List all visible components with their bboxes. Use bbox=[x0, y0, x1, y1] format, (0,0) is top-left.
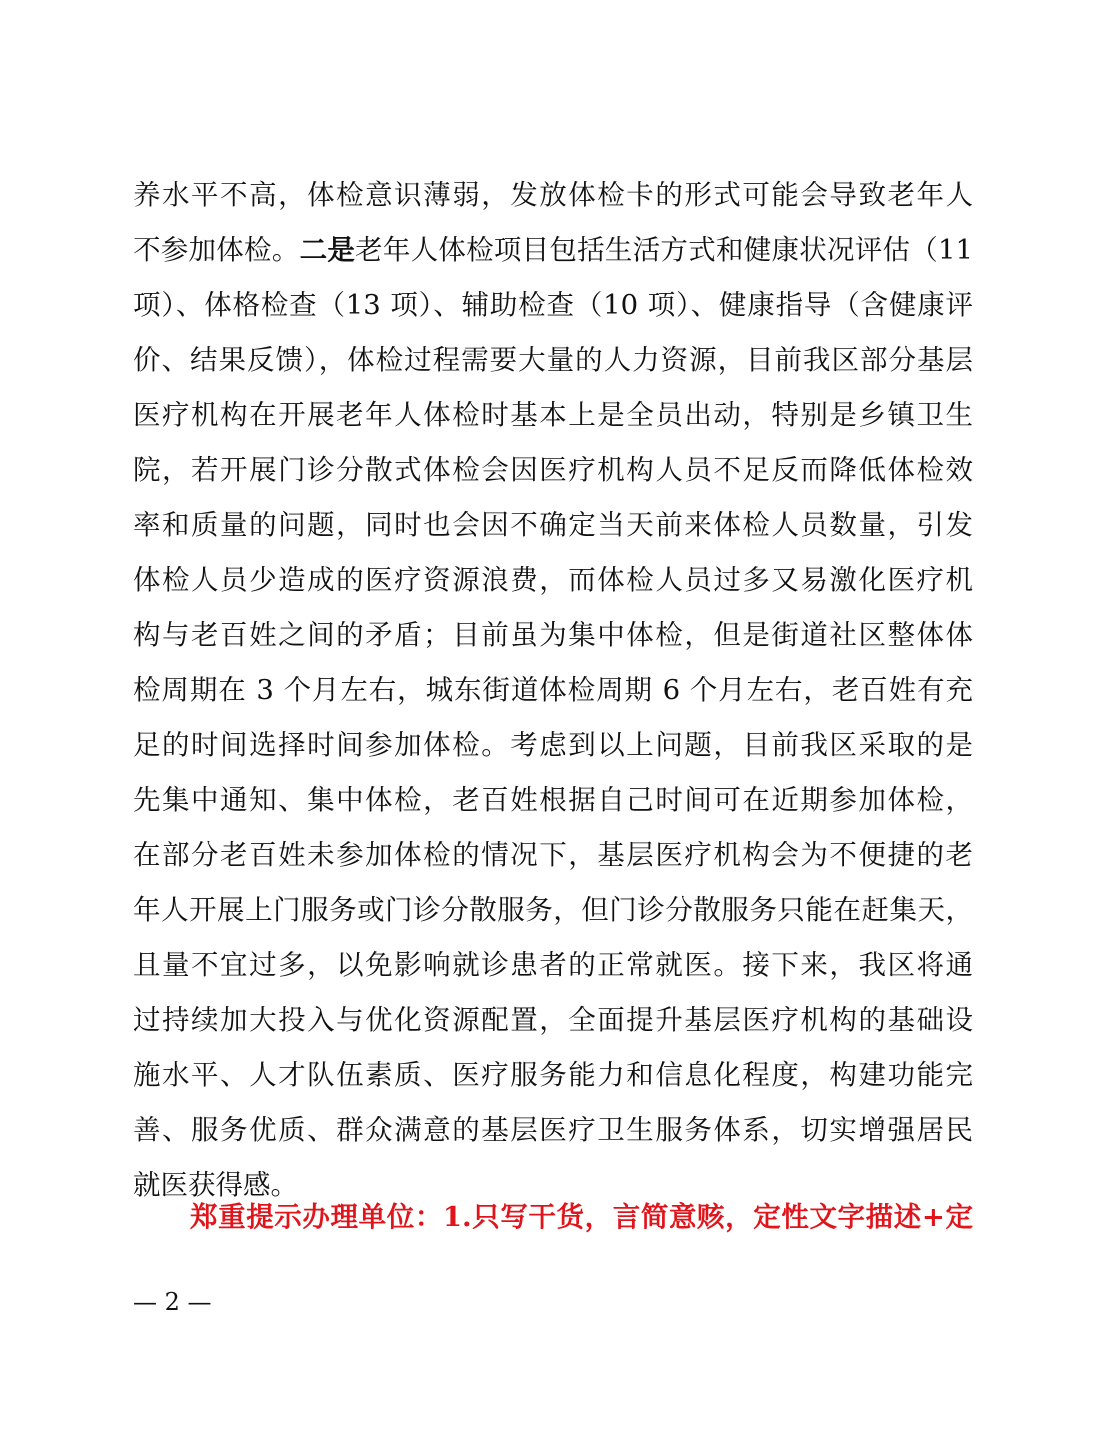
paragraph-line: 构与老百姓之间的矛盾；目前虽为集中体检，但是街道社区整体体 bbox=[133, 619, 973, 651]
paragraph-line: 足的时间选择时间参加体检。考虑到以上问题，目前我区采取的是 bbox=[133, 729, 973, 761]
emphasis-label: 二是 bbox=[299, 234, 356, 266]
paragraph-line: 且量不宜过多，以免影响就诊患者的正常就医。接下来，我区将通 bbox=[133, 949, 973, 981]
line-text: 老年人体检项目包括生活方式和健康状况评估（11 bbox=[355, 234, 974, 266]
paragraph-line: 过持续加大投入与优化资源配置，全面提升基层医疗机构的基础设 bbox=[133, 1004, 973, 1036]
paragraph-line: 检周期在 3 个月左右，城东街道体检周期 6 个月左右，老百姓有充 bbox=[133, 674, 973, 706]
paragraph-line: 率和质量的问题，同时也会因不确定当天前来体检人员数量，引发 bbox=[133, 509, 973, 541]
page-number: — 2 — bbox=[133, 1288, 212, 1316]
paragraph-line: 就医获得感。 bbox=[133, 1169, 298, 1201]
paragraph-line: 养水平不高，体检意识薄弱，发放体检卡的形式可能会导致老年人 bbox=[133, 179, 973, 211]
paragraph-line: 院，若开展门诊分散式体检会因医疗机构人员不足反而降低体检效 bbox=[133, 454, 973, 486]
paragraph-line: 年人开展上门服务或门诊分散服务，但门诊分散服务只能在赶集天， bbox=[133, 894, 973, 926]
line-text: 不参加体检。 bbox=[133, 234, 300, 266]
paragraph-line: 先集中通知、集中体检，老百姓根据自己时间可在近期参加体检， bbox=[133, 784, 973, 816]
paragraph-line: 价、结果反馈），体检过程需要大量的人力资源，目前我区部分基层 bbox=[133, 344, 973, 376]
paragraph-line: 项）、体格检查（13 项）、辅助检查（10 项）、健康指导（含健康评 bbox=[133, 289, 973, 321]
paragraph-line: 施水平、人才队伍素质、医疗服务能力和信息化程度，构建功能完 bbox=[133, 1059, 973, 1091]
paragraph-line: 在部分老百姓未参加体检的情况下，基层医疗机构会为不便捷的老 bbox=[133, 839, 973, 871]
paragraph-line bbox=[133, 223, 973, 278]
red-notice-text: 郑重提示办理单位：1.只写干货，言简意赅，定性文字描述+定 bbox=[190, 1201, 973, 1233]
paragraph-line: 体检人员少造成的医疗资源浪费，而体检人员过多又易激化医疗机 bbox=[133, 564, 973, 596]
paragraph-line: 善、服务优质、群众满意的基层医疗卫生服务体系，切实增强居民 bbox=[133, 1114, 973, 1146]
paragraph-line: 医疗机构在开展老年人体检时基本上是全员出动，特别是乡镇卫生 bbox=[133, 399, 973, 431]
body-paragraph bbox=[133, 168, 973, 1213]
